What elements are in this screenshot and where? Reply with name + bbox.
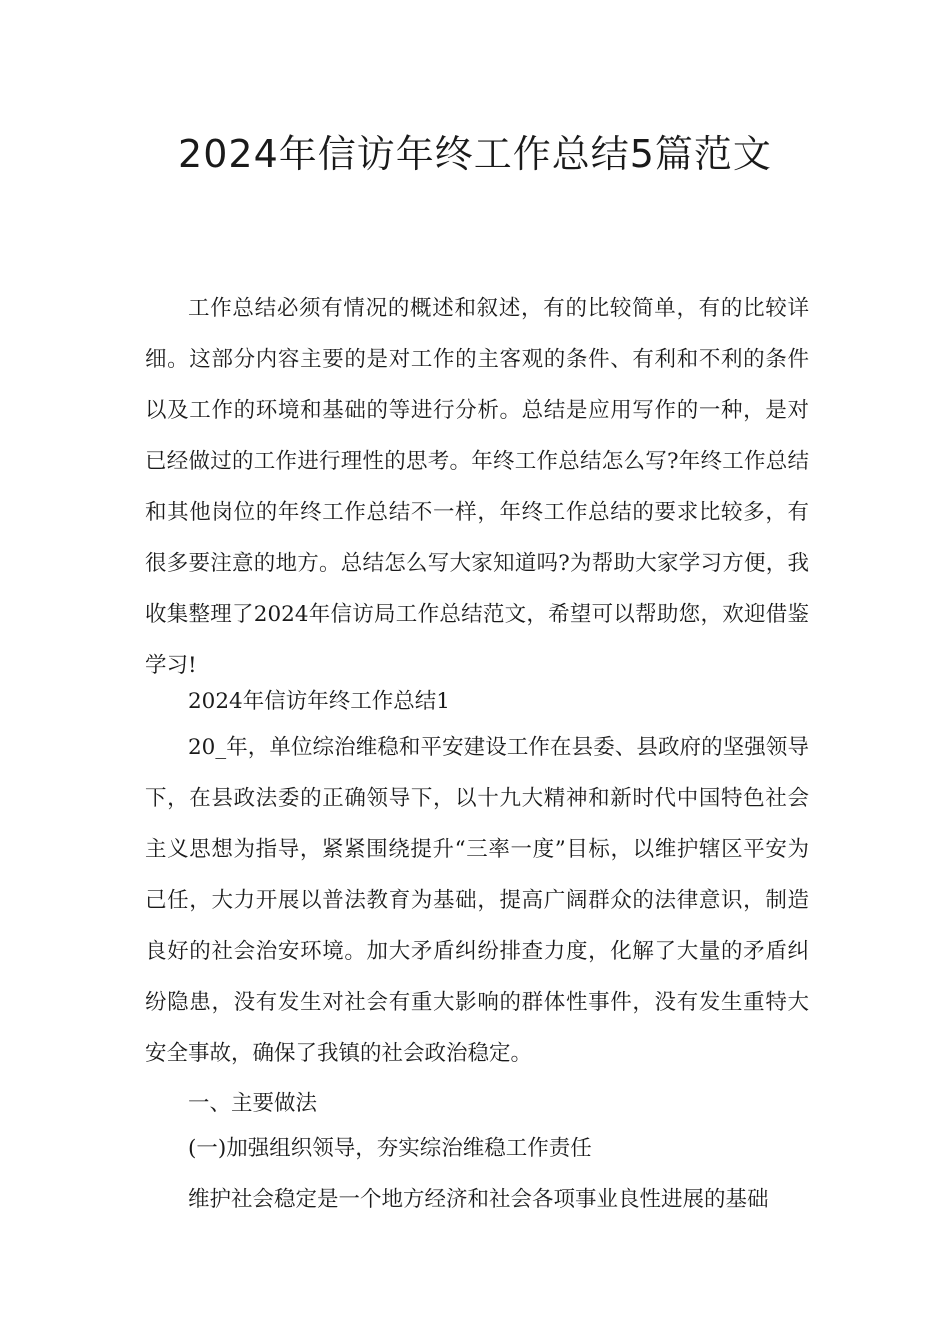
intro-text: 工作总结必须有情况的概述和叙述，有的比较简单，有的比较详细。这部分内容主要的是对工作的主客观的条件、有利和不利的条件以及工作的环境和基础的等进行分析。总结是应用写作的一种，是对已经做过的工作进行理性的思考。年终工作总结怎么写?年终工作总结和其他岗位的年终工作总结不一样，年终工作总结的要求比较多，有很多要注意的地方。总结怎么写大家知道吗?为帮助大家学习方便，我收集整理了2024年信访局工作总结范文，希望可以帮助您，欢迎借鉴学习! [145,296,809,678]
document-title: 2024年信访年终工作总结5篇范文 [178,132,772,176]
last-paragraph-text: 维护社会稳定是一个地方经济和社会各项事业良性进展的基础 [188,1187,769,1212]
subheading-2-text: (一)加强组织领导，夯实综治维稳工作责任 [188,1136,592,1161]
subheading-main-practices [145,1078,809,1129]
subheading-1-text: 一、主要做法 [188,1091,318,1116]
section-body-text: 20_年，单位综治维稳和平安建设工作在县委、县政府的坚强领导下，在县政法委的正确领导下，以十九大精神和新时代中国特色社会主义思想为指导，紧紧围绕提升“三率一度”目标，以维护辖区平安为己任，大力开展以普法教育为基础，提高广阔群众的法律意识，制造良好的社会治安环境。加大矛盾纠纷排查力度，化解了大量的矛盾纠纷隐患，没有发生对社会有重大影响的群体性事件，没有发生重特大安全事故，确保了我镇的社会政治稳定。 [145,735,809,1066]
subheading-organization [145,1123,809,1174]
last-paragraph [145,1174,809,1225]
section-heading-text: 2024年信访年终工作总结1 [188,689,450,714]
section-body-paragraph [145,722,809,1079]
intro-paragraph [145,283,809,691]
section-heading [145,676,809,727]
